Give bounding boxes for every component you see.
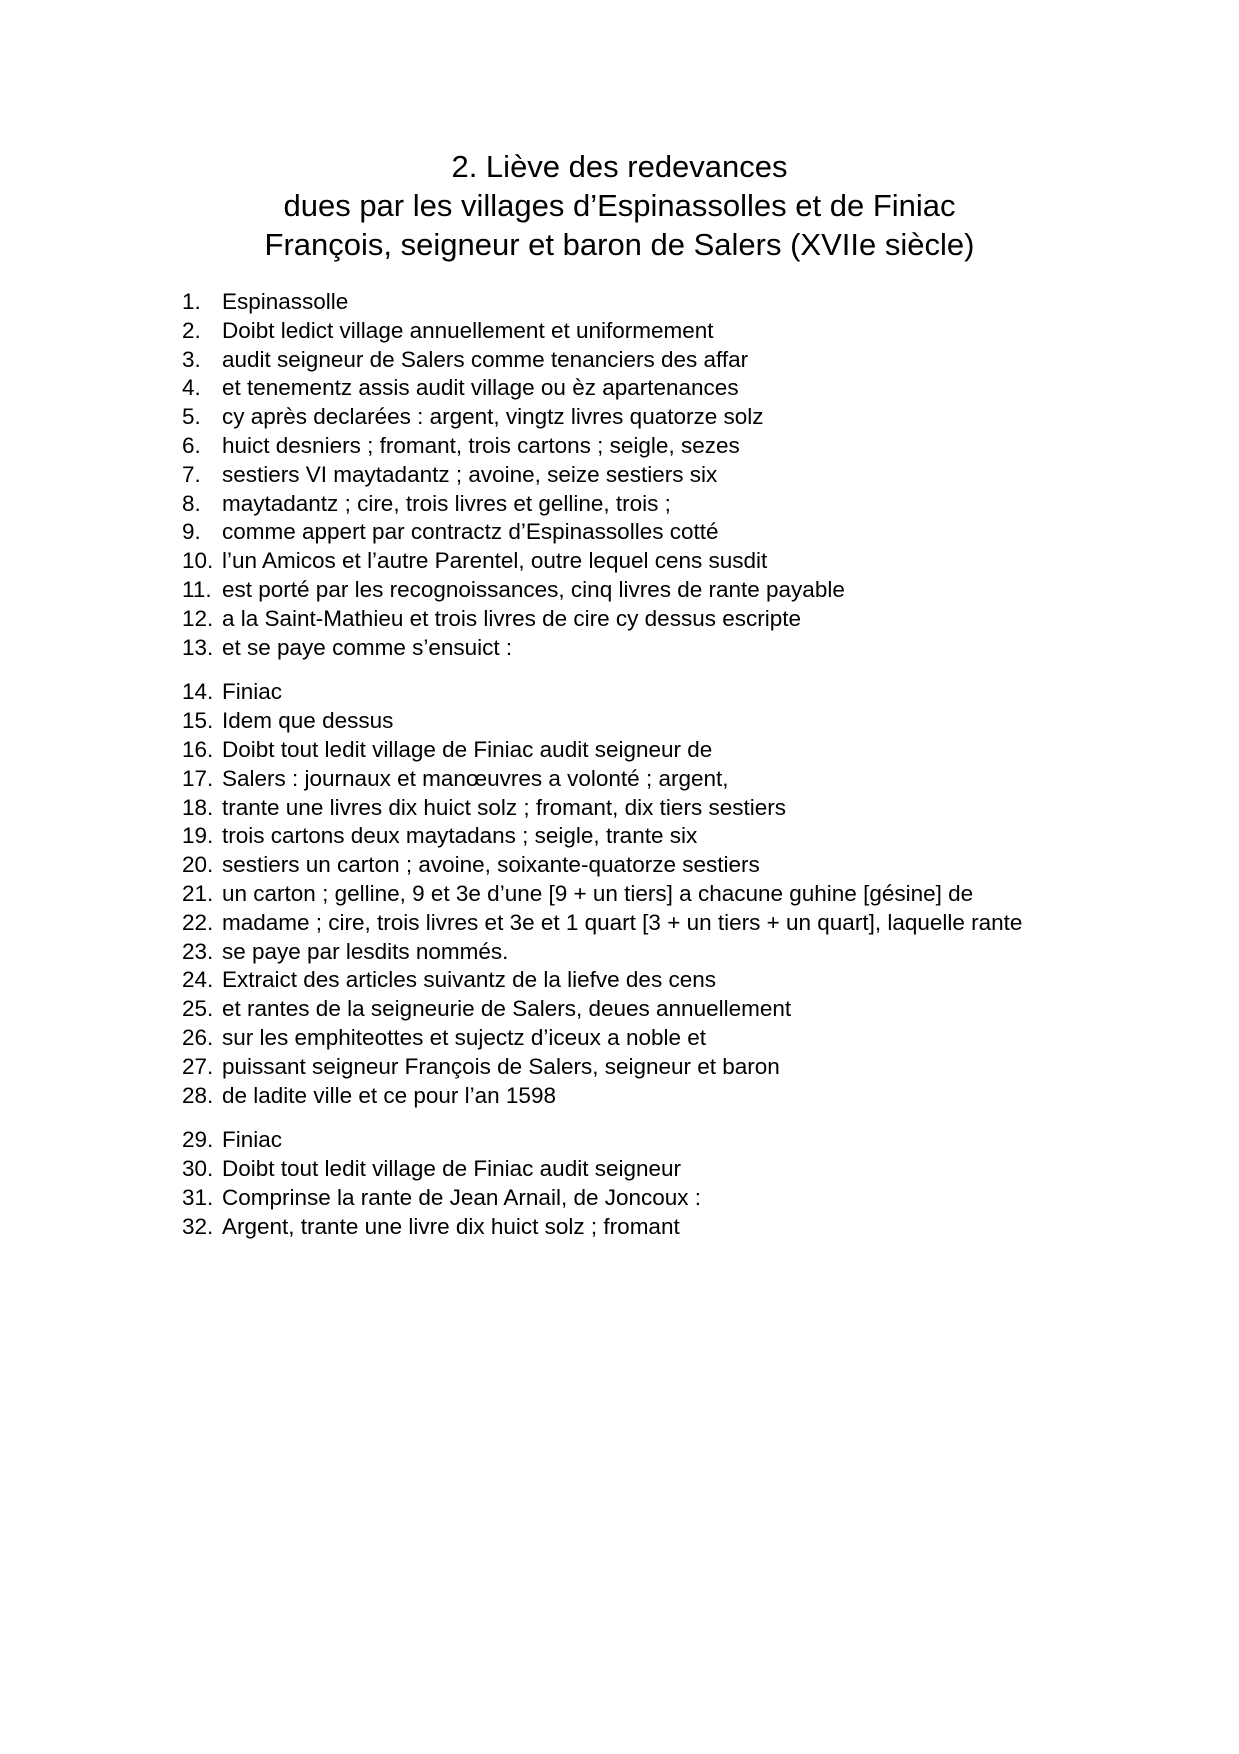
text-line-32 bbox=[182, 1213, 1182, 1242]
line-number: 17. bbox=[182, 765, 214, 791]
line-text: Espinassolle bbox=[222, 289, 349, 314]
line-number: 21. bbox=[182, 880, 214, 906]
line-number: 23. bbox=[182, 938, 214, 964]
line-number: 3. bbox=[182, 346, 201, 372]
text-line-22 bbox=[182, 909, 1182, 938]
line-text: de ladite ville et ce pour l’an 1598 bbox=[222, 1082, 556, 1108]
text-line-13 bbox=[182, 634, 1182, 663]
line-number: 13. bbox=[182, 634, 214, 660]
line-text: sestiers un carton ; avoine, soixante-quatorze sestiers bbox=[222, 852, 760, 878]
line-number: 14. bbox=[182, 679, 214, 705]
text-line-28 bbox=[182, 1082, 1182, 1111]
line-number: 2. bbox=[182, 317, 201, 343]
line-number: 5. bbox=[182, 404, 201, 430]
line-text: Salers : journaux et manœuvres a volonté ; argent, bbox=[222, 765, 729, 791]
text-line-20 bbox=[182, 851, 1182, 880]
text-line-19 bbox=[182, 822, 1182, 851]
line-number: 24. bbox=[182, 967, 214, 993]
text-line-12 bbox=[182, 605, 1182, 634]
title-line-2: dues par les villages d’Espinassolles et de Finiac bbox=[283, 188, 956, 223]
line-number: 30. bbox=[182, 1156, 214, 1182]
line-number: 22. bbox=[182, 909, 214, 935]
text-line-30 bbox=[182, 1155, 1182, 1184]
text-line-24 bbox=[182, 966, 1182, 995]
line-number: 19. bbox=[182, 823, 214, 849]
text-line-10 bbox=[182, 547, 1182, 576]
line-number: 6. bbox=[182, 432, 201, 458]
numbered-transcription bbox=[182, 288, 1182, 1242]
text-line-23 bbox=[182, 938, 1182, 967]
line-text: Comprinse la rante de Jean Arnail, de Joncoux : bbox=[222, 1184, 702, 1210]
line-number: 28. bbox=[182, 1082, 214, 1108]
line-text: et se paye comme s’ensuict : bbox=[222, 634, 513, 660]
line-text: sestiers VI maytadantz ; avoine, seize sestiers six bbox=[222, 461, 718, 487]
line-text: se paye par lesdits nommés. bbox=[222, 938, 509, 964]
line-number: 15. bbox=[182, 708, 214, 734]
text-line-27 bbox=[182, 1053, 1182, 1082]
line-text: comme appert par contractz d’Espinassolles cotté bbox=[222, 519, 719, 545]
line-text: trois cartons deux maytadans ; seigle, trante six bbox=[222, 823, 698, 849]
line-text: sur les emphiteottes et sujectz d’iceux a noble et bbox=[222, 1024, 707, 1050]
line-text: trante une livres dix huict solz ; fromant, dix tiers sestiers bbox=[222, 794, 786, 820]
line-number: 20. bbox=[182, 852, 214, 878]
text-line-3 bbox=[182, 346, 1182, 375]
text-line-25 bbox=[182, 995, 1182, 1024]
line-text: Finiac bbox=[222, 679, 283, 705]
line-number: 26. bbox=[182, 1024, 214, 1050]
text-line-1 bbox=[182, 288, 1182, 317]
line-number: 1. bbox=[182, 289, 201, 314]
line-text: et tenementz assis audit village ou èz apartenances bbox=[222, 375, 739, 401]
line-number: 27. bbox=[182, 1053, 214, 1079]
line-text: Finiac bbox=[222, 1127, 283, 1153]
text-line-7 bbox=[182, 461, 1182, 490]
line-number: 31. bbox=[182, 1184, 214, 1210]
text-line-29 bbox=[182, 1126, 1182, 1155]
line-number: 32. bbox=[182, 1213, 214, 1239]
text-line-4 bbox=[182, 374, 1182, 403]
line-text: maytadantz ; cire, trois livres et gelline, trois ; bbox=[222, 490, 671, 516]
line-number: 10. bbox=[182, 548, 214, 574]
line-number: 4. bbox=[182, 375, 201, 401]
line-text: a la Saint-Mathieu et trois livres de cire cy dessus escripte bbox=[222, 605, 801, 631]
line-text: Doibt tout ledit village de Finiac audit seigneur bbox=[222, 1156, 682, 1182]
text-line-16 bbox=[182, 736, 1182, 765]
text-line-9 bbox=[182, 518, 1182, 547]
line-text: Extraict des articles suivantz de la liefve des cens bbox=[222, 967, 716, 993]
line-text: Doibt tout ledit village de Finiac audit seigneur de bbox=[222, 736, 713, 762]
line-text: un carton ; gelline, 9 et 3e d’une [9 + un tiers] a chacune guhine [gésine] de bbox=[222, 880, 974, 906]
text-line-8 bbox=[182, 490, 1182, 519]
line-text: cy après declarées : argent, vingtz livres quatorze solz bbox=[222, 404, 764, 430]
text-line-17 bbox=[182, 765, 1182, 794]
text-line-26 bbox=[182, 1024, 1182, 1053]
line-number: 11. bbox=[182, 576, 212, 602]
text-line-2 bbox=[182, 317, 1182, 346]
line-number: 12. bbox=[182, 605, 214, 631]
line-text: Idem que dessus bbox=[222, 708, 394, 734]
text-line-14 bbox=[182, 678, 1182, 707]
line-text: Doibt ledict village annuellement et uniformement bbox=[222, 317, 714, 343]
line-text: et rantes de la seigneurie de Salers, deues annuellement bbox=[222, 996, 792, 1022]
line-text: audit seigneur de Salers comme tenanciers des affar bbox=[222, 346, 749, 372]
text-line-15 bbox=[182, 707, 1182, 736]
line-text: madame ; cire, trois livres et 3e et 1 quart [3 + un tiers + un quart], laquelle rante bbox=[222, 909, 1023, 935]
text-line-11 bbox=[182, 576, 1182, 605]
line-number: 18. bbox=[182, 794, 214, 820]
title-line-3: François, seigneur et baron de Salers (XVIIe siècle) bbox=[264, 227, 975, 262]
document-title bbox=[0, 147, 1239, 264]
text-line-18 bbox=[182, 794, 1182, 823]
title-line-1: 2. Liève des redevances bbox=[451, 149, 788, 184]
line-number: 7. bbox=[182, 461, 201, 487]
line-text: puissant seigneur François de Salers, seigneur et baron bbox=[222, 1053, 780, 1079]
text-line-5 bbox=[182, 403, 1182, 432]
text-line-21 bbox=[182, 880, 1182, 909]
text-line-31 bbox=[182, 1184, 1182, 1213]
line-text: est porté par les recognoissances, cinq livres de rante payable bbox=[222, 576, 845, 602]
line-number: 8. bbox=[182, 490, 201, 516]
line-text: Argent, trante une livre dix huict solz ; fromant bbox=[222, 1213, 680, 1239]
text-line-6 bbox=[182, 432, 1182, 461]
line-number: 29. bbox=[182, 1127, 214, 1153]
line-number: 9. bbox=[182, 519, 201, 545]
line-text: l’un Amicos et l’autre Parentel, outre lequel cens susdit bbox=[222, 548, 768, 574]
line-text: huict desniers ; fromant, trois cartons ; seigle, sezes bbox=[222, 432, 740, 458]
line-number: 25. bbox=[182, 996, 214, 1022]
line-number: 16. bbox=[182, 736, 214, 762]
